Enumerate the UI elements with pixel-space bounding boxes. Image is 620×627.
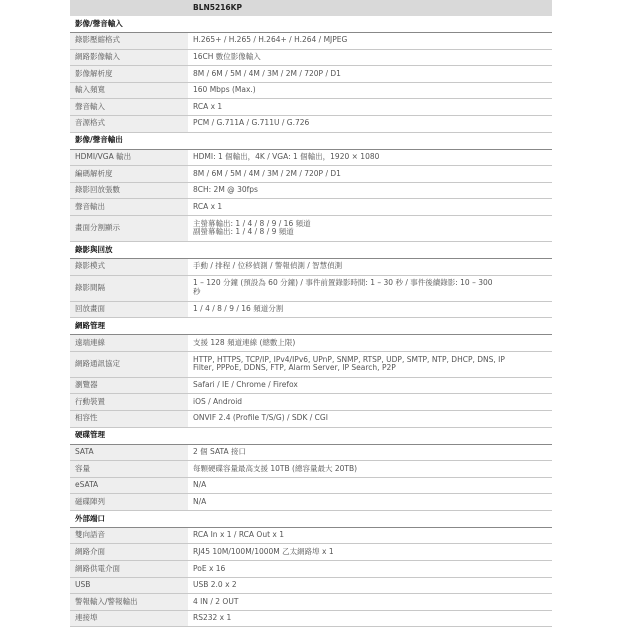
spec-label: 相容性 <box>70 410 188 427</box>
spec-value <box>188 215 552 241</box>
spec-value-line: H.265+ / H.265 / H.264+ / H.264 / MJPEG <box>193 35 348 45</box>
spec-label: SATA <box>70 444 188 461</box>
spec-label: 網路影像輸入 <box>70 49 188 66</box>
spec-row <box>70 66 552 83</box>
spec-value <box>188 301 552 318</box>
spec-label: 輸入頻寬 <box>70 82 188 99</box>
spec-row <box>70 115 552 132</box>
spec-value <box>188 115 552 132</box>
spec-row <box>70 199 552 216</box>
spec-value-line: RCA x 1 <box>193 101 223 111</box>
spec-label: 回放畫面 <box>70 301 188 318</box>
spec-value-line: 1 – 120 分鐘 (預設為 60 分鐘) / 事件前置錄影時間: 1 – 30 秒 / 事件後續錄影: 10 – 300 <box>193 278 493 288</box>
spec-value <box>188 335 552 352</box>
spec-row <box>70 410 552 427</box>
spec-row <box>70 33 552 50</box>
spec-row <box>70 494 552 511</box>
spec-value <box>188 477 552 494</box>
spec-value-line: 8M / 6M / 5M / 4M / 3M / 2M / 720P / D1 <box>193 168 341 178</box>
model-header-blank <box>70 0 188 16</box>
spec-value-line: HDMI: 1 個輸出，4K / VGA: 1 個輸出，1920 × 1080 <box>193 152 380 162</box>
spec-value-line: 支援 128 頻道連線 (總數上限) <box>193 337 296 347</box>
spec-value-line: 1 / 4 / 8 / 9 / 16 頻道分割 <box>193 304 284 314</box>
spec-label: 警報輸入/警報輸出 <box>70 594 188 611</box>
spec-row <box>70 594 552 611</box>
spec-value-line: N/A <box>193 496 207 506</box>
spec-value-line: PCM / G.711A / G.711U / G.726 <box>193 118 310 128</box>
model-name: BLN5216KP <box>188 0 552 16</box>
spec-value-line: 4 IN / 2 OUT <box>193 596 239 606</box>
spec-value <box>188 66 552 83</box>
spec-row <box>70 610 552 627</box>
spec-value <box>188 258 552 275</box>
spec-value-line: 16CH 數位影像輸入 <box>193 52 261 62</box>
spec-value <box>188 199 552 216</box>
spec-value <box>188 149 552 166</box>
spec-label: 行動裝置 <box>70 394 188 411</box>
spec-label: eSATA <box>70 477 188 494</box>
spec-value <box>188 182 552 199</box>
section-header-row <box>70 510 552 527</box>
spec-row <box>70 377 552 394</box>
spec-row <box>70 527 552 544</box>
spec-label: 聲音輸入 <box>70 99 188 116</box>
spec-value-line: iOS / Android <box>193 396 243 406</box>
spec-value <box>188 561 552 578</box>
spec-value-line: 副螢幕輸出: 1 / 4 / 8 / 9 頻道 <box>193 227 294 237</box>
spec-label: 錄影間隔 <box>70 275 188 301</box>
spec-label: 編碼解析度 <box>70 166 188 183</box>
spec-table <box>70 0 552 627</box>
section-title: 硬碟管理 <box>70 427 552 444</box>
spec-value <box>188 166 552 183</box>
spec-row <box>70 335 552 352</box>
spec-label: 錄影壓縮格式 <box>70 33 188 50</box>
spec-label: 網路供電介面 <box>70 561 188 578</box>
spec-value-line: HTTP, HTTPS, TCP/IP, IPv4/IPv6, UPnP, SNMP, RTSP, UDP, SMTP, NTP, DHCP, DNS, IP <box>193 354 505 364</box>
spec-value-line: RCA In x 1 / RCA Out x 1 <box>193 530 284 540</box>
spec-value <box>188 377 552 394</box>
section-header-row <box>70 16 552 33</box>
spec-value <box>188 275 552 301</box>
spec-value-line: 手動 / 排程 / 位移偵測 / 警報偵測 / 智慧偵測 <box>193 261 343 271</box>
spec-row <box>70 82 552 99</box>
spec-value <box>188 33 552 50</box>
spec-value <box>188 544 552 561</box>
spec-label: 錄影模式 <box>70 258 188 275</box>
spec-value <box>188 527 552 544</box>
section-header-row <box>70 241 552 258</box>
spec-value <box>188 461 552 478</box>
spec-value <box>188 99 552 116</box>
spec-value-line: 160 Mbps (Max.) <box>193 85 256 95</box>
spec-label: 連接埠 <box>70 610 188 627</box>
spec-row <box>70 166 552 183</box>
section-title: 外部端口 <box>70 510 552 527</box>
spec-row <box>70 544 552 561</box>
spec-label: 畫面分割顯示 <box>70 215 188 241</box>
spec-row <box>70 149 552 166</box>
spec-row <box>70 182 552 199</box>
spec-value <box>188 444 552 461</box>
spec-value-line: RJ45 10M/100M/1000M 乙太網路埠 x 1 <box>193 546 334 556</box>
spec-value-line: Safari / IE / Chrome / Firefox <box>193 380 298 390</box>
spec-value <box>188 494 552 511</box>
model-header-row <box>70 0 552 16</box>
spec-value-line: RS232 x 1 <box>193 613 232 623</box>
spec-value-line: 8CH: 2M @ 30fps <box>193 185 258 195</box>
spec-row <box>70 461 552 478</box>
section-title: 影像/聲音輸入 <box>70 16 552 33</box>
spec-value <box>188 577 552 594</box>
spec-value <box>188 82 552 99</box>
spec-label: 磁碟陣列 <box>70 494 188 511</box>
spec-value <box>188 594 552 611</box>
spec-value <box>188 49 552 66</box>
spec-value-line: RCA x 1 <box>193 201 223 211</box>
spec-row <box>70 444 552 461</box>
spec-label: 遠端連線 <box>70 335 188 352</box>
spec-row <box>70 577 552 594</box>
spec-value-line: USB 2.0 x 2 <box>193 580 237 590</box>
spec-row <box>70 477 552 494</box>
spec-row <box>70 394 552 411</box>
spec-label: 錄影回放張數 <box>70 182 188 199</box>
spec-label: 音源格式 <box>70 115 188 132</box>
spec-value-line: N/A <box>193 480 207 490</box>
spec-label: 雙向語音 <box>70 527 188 544</box>
spec-value <box>188 610 552 627</box>
spec-value <box>188 394 552 411</box>
spec-value-line: 2 個 SATA 接口 <box>193 446 247 456</box>
spec-label: 影像解析度 <box>70 66 188 83</box>
spec-row <box>70 275 552 301</box>
spec-label: 瀏覽器 <box>70 377 188 394</box>
section-title: 錄影與回放 <box>70 241 552 258</box>
spec-label: 聲音輸出 <box>70 199 188 216</box>
spec-value-line: 秒 <box>193 287 201 297</box>
spec-row <box>70 49 552 66</box>
spec-label: 容量 <box>70 461 188 478</box>
spec-value <box>188 410 552 427</box>
section-header-row <box>70 132 552 149</box>
spec-value-line: PoE x 16 <box>193 563 226 573</box>
spec-value-line: 8M / 6M / 5M / 4M / 3M / 2M / 720P / D1 <box>193 68 341 78</box>
spec-label: HDMI/VGA 輸出 <box>70 149 188 166</box>
spec-value-line: 主螢幕輸出: 1 / 4 / 8 / 9 / 16 頻道 <box>193 218 311 228</box>
section-title: 網路管理 <box>70 318 552 335</box>
spec-value-line: Filter, PPPoE, DDNS, FTP, Alarm Server, IP Search, P2P <box>193 363 396 373</box>
spec-row <box>70 351 552 377</box>
spec-row <box>70 561 552 578</box>
section-header-row <box>70 427 552 444</box>
section-title: 影像/聲音輸出 <box>70 132 552 149</box>
spec-row <box>70 258 552 275</box>
spec-label: 網路介面 <box>70 544 188 561</box>
spec-table-body <box>70 0 552 627</box>
spec-value <box>188 351 552 377</box>
spec-row <box>70 215 552 241</box>
spec-value-line: ONVIF 2.4 (Profile T/S/G) / SDK / CGI <box>193 413 328 423</box>
spec-value-line: 每顆硬碟容量最高支援 10TB (總容量最大 20TB) <box>193 463 358 473</box>
spec-label: 網路通訊協定 <box>70 351 188 377</box>
spec-label: USB <box>70 577 188 594</box>
section-header-row <box>70 318 552 335</box>
spec-row <box>70 301 552 318</box>
spec-row <box>70 99 552 116</box>
